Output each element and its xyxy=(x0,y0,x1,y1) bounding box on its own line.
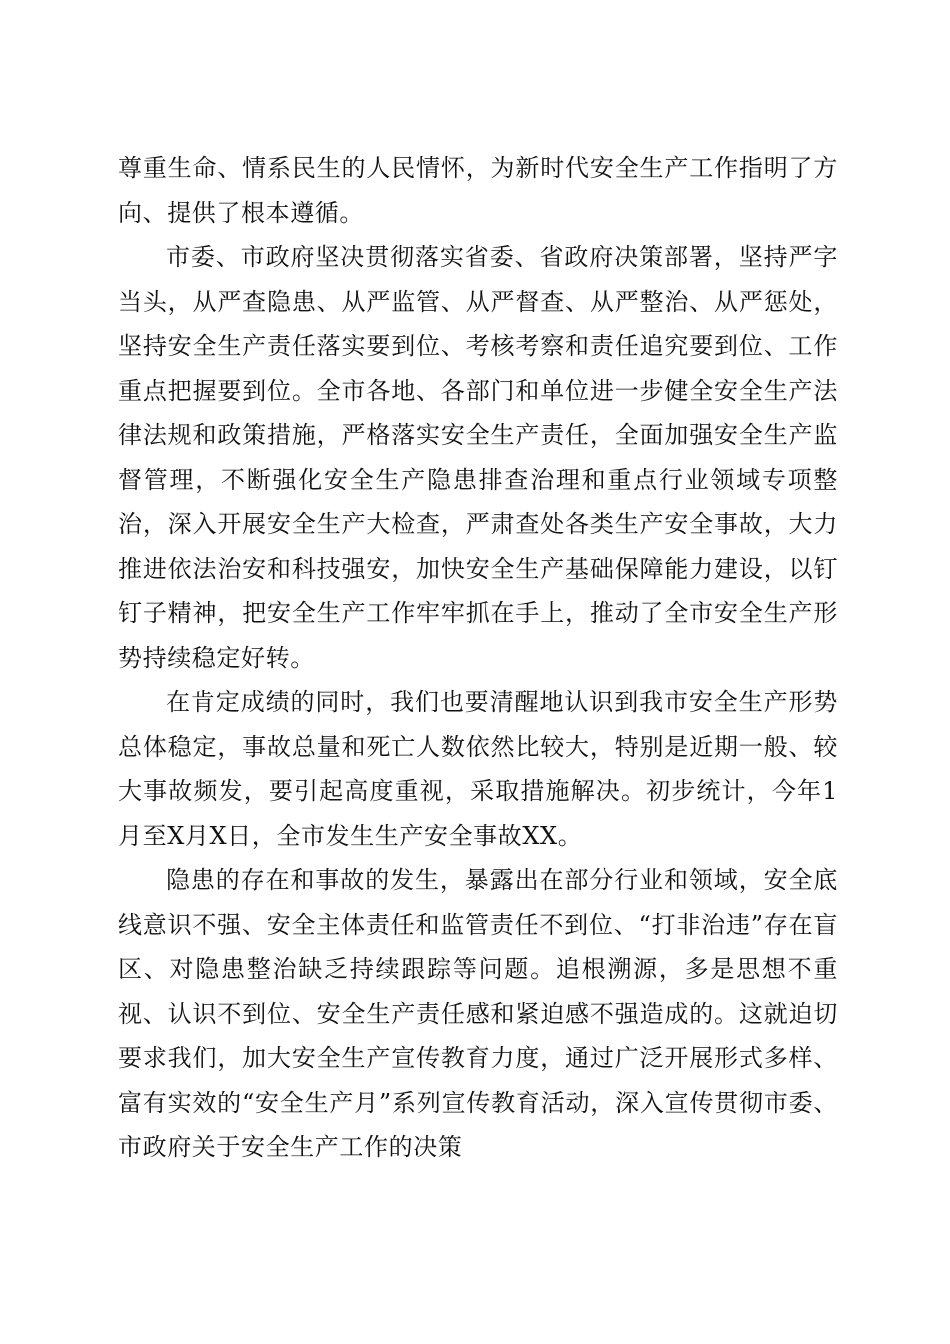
paragraph-continued: 尊重生命、情系民生的人民情怀，为新时代安全生产工作指明了方向、提供了根本遵循。 xyxy=(118,154,838,227)
paragraph: 隐患的存在和事故的发生，暴露出在部分行业和领域，安全底线意识不强、安全主体责任和监管责任不到位、“打非治违”存在盲区、对隐患整治缺乏持续跟踪等问题。追根溯源，多是思想不重视、认识不到位、安全生产责任感和紧迫感不强造成的。这就迫切要求我们，加大安全生产宣传教育力度，通过广泛开展形式多样、富有实效的“安全生产月”系列宣传教育活动，深入宣传贯彻市委、市政府关于安全生产工作的决策 xyxy=(118,866,838,1161)
paragraph: 在肯定成绩的同时，我们也要清醒地认识到我市安全生产形势总体稳定，事故总量和死亡人数依然比较大，特别是近期一般、较大事故频发，要引起高度重视，采取措施解决。初步统计，今年1月至X月X日，全市发生生产安全事故XX。 xyxy=(118,688,838,850)
document-body xyxy=(118,146,838,1170)
paragraph: 市委、市政府坚决贯彻落实省委、省政府决策部署，坚持严字当头，从严查隐患、从严监管、从严督查、从严整治、从严惩处，坚持安全生产责任落实要到位、考核考察和责任追究要到位、工作重点把握要到位。全市各地、各部门和单位进一步健全安全生产法律法规和政策措施，严格落实安全生产责任，全面加强安全生产监督管理，不断强化安全生产隐患排查治理和重点行业领域专项整治，深入开展安全生产大检查，严肃查处各类生产安全事故，大力推进依法治安和科技强安，加快安全生产基础保障能力建设，以钉钉子精神，把安全生产工作牢牢抓在手上，推动了全市安全生产形势持续稳定好转。 xyxy=(118,243,838,672)
